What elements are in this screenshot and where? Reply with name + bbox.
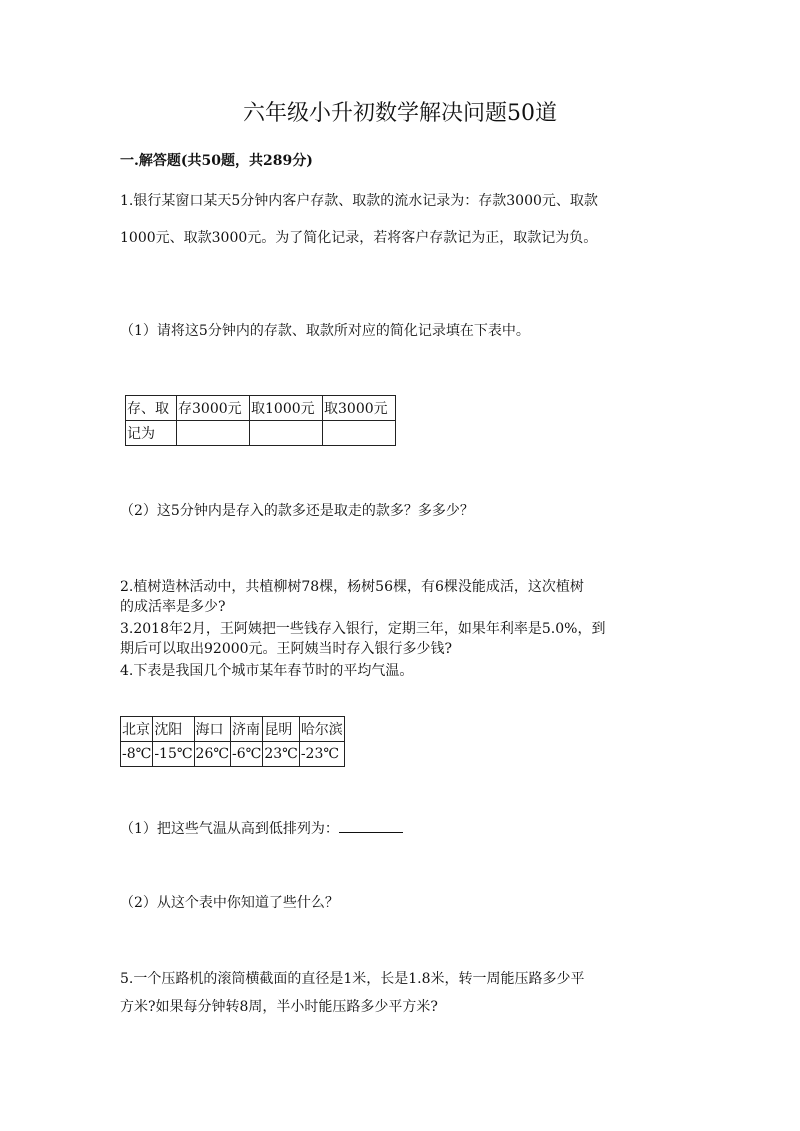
temperature-cell: 26℃ <box>194 742 230 767</box>
q4-sub-2: （2）从这个表中你知道了些什么？ <box>120 895 339 911</box>
q1-table-header-cell: 存3000元 <box>177 396 250 421</box>
temperature-cell: -23℃ <box>299 742 344 767</box>
q1-table-label-cell: 记为 <box>126 421 177 446</box>
q3-line-1: 3.2018年2月，王阿姨把一些钱存入银行，定期三年，如果年利率是5.0%，到 <box>120 621 606 637</box>
temperature-cell: -8℃ <box>121 742 153 767</box>
city-cell: 济南 <box>231 717 263 742</box>
city-cell: 海口 <box>194 717 230 742</box>
q4-temperature-table <box>120 716 345 767</box>
q5-line-2: 方米?如果每分钟转8周，半小时能压路多少平方米? <box>120 999 438 1015</box>
q4-sub-1 <box>120 818 403 838</box>
q1-table-header-cell: 取1000元 <box>250 396 323 421</box>
city-cell: 北京 <box>121 717 153 742</box>
q2-line-2: 的成活率是多少? <box>120 599 226 615</box>
city-cell: 沈阳 <box>153 717 194 742</box>
q1-line-2: 1000元、取款3000元。为了简化记录，若将客户存款记为正，取款记为负。 <box>120 230 598 246</box>
temperature-cell: -6℃ <box>231 742 263 767</box>
table-row <box>121 742 345 767</box>
q1-table-header-cell: 存、取 <box>126 396 177 421</box>
q1-table-answer-cell[interactable] <box>250 421 323 446</box>
q4-sub-1-text: （1）把这些气温从高到低排列为： <box>120 821 339 837</box>
page-title: 六年级小升初数学解决问题50道 <box>243 101 557 126</box>
q3-line-2: 期后可以取出92000元。王阿姨当时存入银行多少钱? <box>120 641 453 657</box>
answer-blank[interactable] <box>339 818 403 833</box>
q5-line-1: 5.一个压路机的滚筒横截面的直径是1米，长是1.8米，转一周能压路多少平 <box>120 971 585 987</box>
q1-table <box>125 395 396 446</box>
section-heading: 一.解答题(共50题，共289分) <box>120 153 313 169</box>
temperature-cell: 23℃ <box>263 742 299 767</box>
table-row <box>126 396 396 421</box>
q1-table-answer-cell[interactable] <box>177 421 250 446</box>
q1-sub-2: （2）这5分钟内是存入的款多还是取走的款多？多多少？ <box>120 503 474 519</box>
table-row <box>121 717 345 742</box>
q2-line-1: 2.植树造林活动中，共植柳树78棵，杨树56棵，有6棵没能成活，这次植树 <box>120 579 584 595</box>
city-cell: 哈尔滨 <box>299 717 344 742</box>
q1-table-header-cell: 取3000元 <box>323 396 396 421</box>
city-cell: 昆明 <box>263 717 299 742</box>
q4-line-1: 4.下表是我国几个城市某年春节时的平均气温。 <box>120 663 414 679</box>
q1-sub-1: （1）请将这5分钟内的存款、取款所对应的简化记录填在下表中。 <box>120 323 530 339</box>
table-row <box>126 421 396 446</box>
q1-table-answer-cell[interactable] <box>323 421 396 446</box>
temperature-cell: -15℃ <box>153 742 194 767</box>
q1-line-1: 1.银行某窗口某天5分钟内客户存款、取款的流水记录为：存款3000元、取款 <box>120 193 598 209</box>
